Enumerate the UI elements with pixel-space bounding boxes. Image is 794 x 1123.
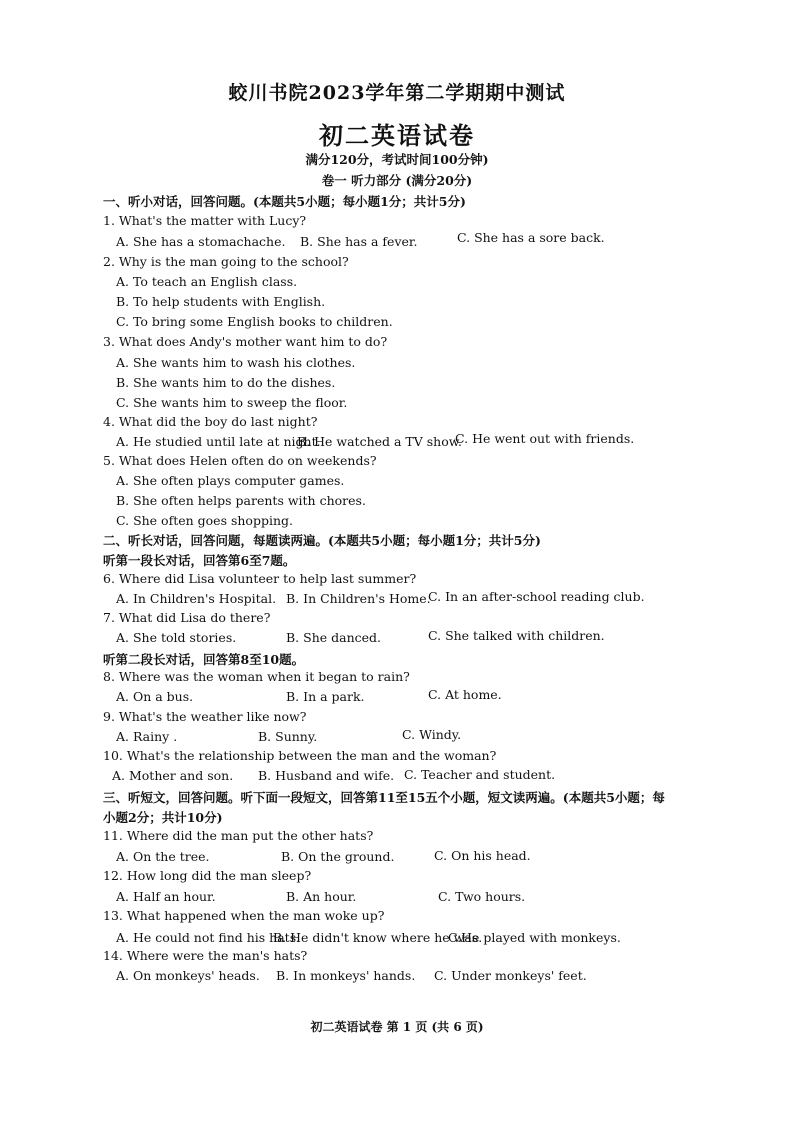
question-8: 8. Where was the woman when it began to rain? [103,669,410,684]
q4-option-b: B. He watched a TV show. [297,434,462,449]
q4-option-c: C. He went out with friends. [455,431,635,446]
q13-option-c: C.He played with monkeys. [448,930,621,945]
q3-option-c: C. She wants him to sweep the floor. [116,395,348,410]
q2-option-c: C. To bring some English books to children. [116,314,393,329]
section-2-sub-2: 听第二段长对话，回答第8至10题。 [103,652,305,667]
q13-option-b: B. He didn't know where he was. [273,930,483,945]
q1-option-a: A. She has a stomachache. [116,234,286,249]
question-2: 2. Why is the man going to the school? [103,254,349,269]
q6-option-a: A. In Children's Hospital. [116,591,277,606]
q11-option-b: B. On the ground. [281,849,395,864]
question-3: 3. What does Andy's mother want him to do? [103,334,388,349]
q10-option-a: A. Mother and son. [112,768,234,783]
question-14: 14. Where were the man's hats? [103,948,308,963]
question-10: 10. What's the relationship between the man and the woman? [103,748,497,763]
question-7: 7. What did Lisa do there? [103,610,271,625]
school-title: 蛟川书院2023学年第二学期期中测试 [228,82,566,104]
question-9: 9. What's the weather like now? [103,709,307,724]
section-1-heading: 一、听小对话，回答问题。(本题共5小题；每小题1分；共计5分) [103,194,466,209]
q12-option-b: B. An hour. [286,889,357,904]
question-6: 6. Where did Lisa volunteer to help last summer? [103,571,417,586]
q10-option-c: C. Teacher and student. [404,767,556,782]
q7-option-b: B. She danced. [286,630,381,645]
q2-option-b: B. To help students with English. [116,294,326,309]
q8-option-c: C. At home. [428,687,502,702]
q12-option-c: C. Two hours. [438,889,526,904]
q1-option-b: B. She has a fever. [300,234,418,249]
q2-option-a: A. To teach an English class. [116,274,298,289]
q9-option-a: A. Rainy . [116,729,178,744]
question-13: 13. What happened when the man woke up? [103,908,385,923]
question-5: 5. What does Helen often do on weekends? [103,453,377,468]
q6-option-b: B. In Children's Home. [286,591,431,606]
q6-option-c: C. In an after-school reading club. [428,589,645,604]
question-4: 4. What did the boy do last night? [103,414,318,429]
question-11: 11. Where did the man put the other hats? [103,828,374,843]
q12-option-a: A. Half an hour. [116,889,216,904]
q5-option-b: B. She often helps parents with chores. [116,493,366,508]
q3-option-b: B. She wants him to do the dishes. [116,375,336,390]
question-1: 1. What's the matter with Lucy? [103,213,307,228]
q7-option-c: C. She talked with children. [428,628,605,643]
q4-option-a: A. He studied until late at night. [116,434,321,449]
exam-title: 初二英语试卷 [319,121,475,150]
q11-option-c: C. On his head. [434,848,531,863]
q8-option-a: A. On a bus. [116,689,194,704]
q10-option-b: B. Husband and wife. [258,768,395,783]
q8-option-b: B. In a park. [286,689,365,704]
q5-option-c: C. She often goes shopping. [116,513,293,528]
question-12: 12. How long did the man sleep? [103,868,312,883]
q7-option-a: A. She told stories. [116,630,237,645]
q3-option-a: A. She wants him to wash his clothes. [116,355,356,370]
q14-option-c: C. Under monkeys' feet. [434,968,587,983]
section-3-heading-line-2: 小题2分；共计10分) [103,810,223,825]
part-title: 卷一 听力部分 (满分20分) [321,173,473,188]
q1-option-c: C. She has a sore back. [457,230,605,245]
q13-option-a: A. He could not find his hats. [116,930,301,945]
q5-option-a: A. She often plays computer games. [116,473,345,488]
q11-option-a: A. On the tree. [116,849,210,864]
section-2-sub-1: 听第一段长对话，回答第6至7题。 [103,553,296,568]
q14-option-b: B. In monkeys' hands. [276,968,416,983]
page-footer: 初二英语试卷 第 1 页 (共 6 页) [310,1020,484,1034]
section-2-heading: 二、听长对话，回答问题，每题读两遍。(本题共5小题；每小题1分；共计5分) [103,533,541,548]
q14-option-a: A. On monkeys' heads. [116,968,260,983]
score-info: 满分120分，考试时间100分钟) [305,152,489,167]
q9-option-c: C. Windy. [402,727,462,742]
section-3-heading-line-1: 三、听短文，回答问题。听下面一段短文，回答第11至15五个小题，短文读两遍。(本题共5小题；每 [103,790,665,805]
q9-option-b: B. Sunny. [258,729,318,744]
